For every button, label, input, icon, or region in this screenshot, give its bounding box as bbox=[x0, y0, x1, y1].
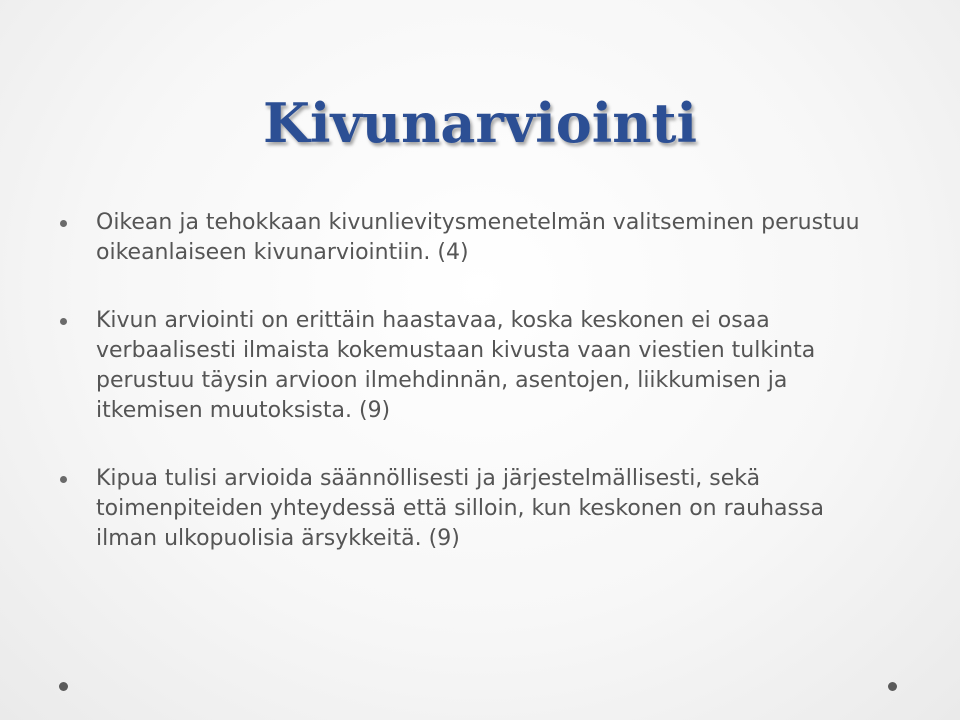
bullet-text: Kivun arviointi on erittäin haastavaa, koska keskonen ei osaa verbaalisesti ilmaista kokemustaan kivusta vaan viestien tulkinta perustuu täysin arvioon ilmehdinnän, asentojen, liikkumisen ja itkemisen muutoksista. (9) bbox=[96, 308, 816, 423]
corner-dot-left-icon bbox=[59, 682, 68, 691]
bullet-item bbox=[60, 464, 890, 554]
bullet-text: Kipua tulisi arvioida säännöllisesti ja järjestelmällisesti, sekä toimenpiteiden yhteydessä että silloin, kun keskonen on rauhassa ilman ulkopuolisia ärsykkeitä. (9) bbox=[96, 466, 824, 551]
bullet-dot-icon bbox=[60, 318, 67, 325]
bullet-text: Oikean ja tehokkaan kivunlievitysmenetelmän valitseminen perustuu oikeanlaiseen kivunarviointiin. (4) bbox=[96, 210, 860, 265]
bullet-list bbox=[60, 208, 890, 592]
bullet-dot-icon bbox=[60, 220, 67, 227]
corner-dot-right-icon bbox=[888, 682, 897, 691]
bullet-item bbox=[60, 208, 890, 268]
bullet-dot-icon bbox=[60, 476, 67, 483]
bullet-item bbox=[60, 306, 890, 426]
slide-title: Kivunarviointi bbox=[263, 91, 697, 155]
